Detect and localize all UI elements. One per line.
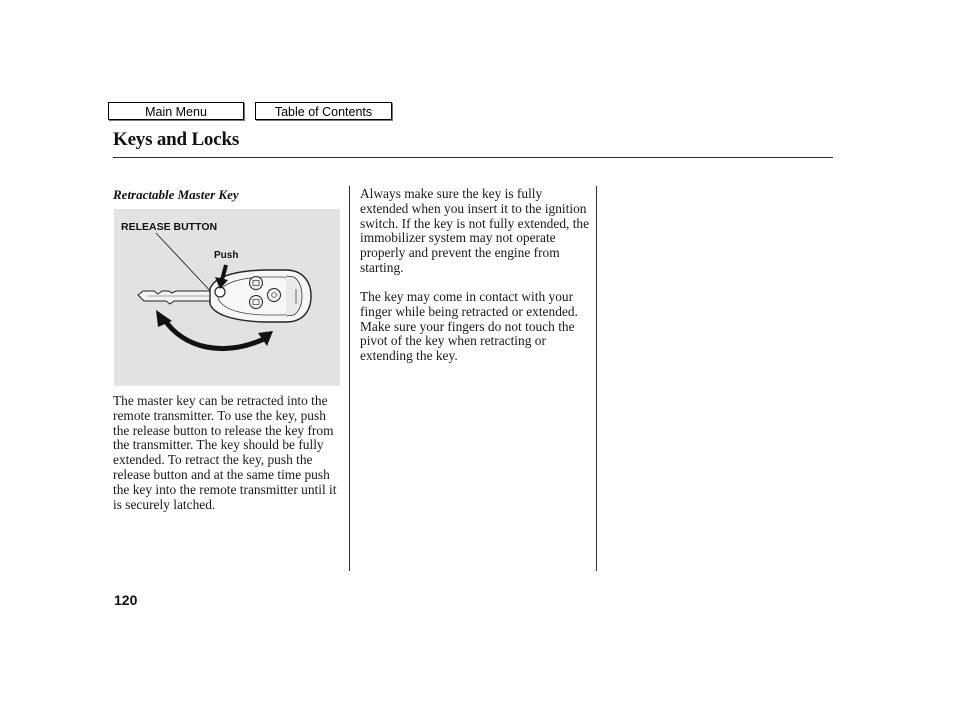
key-figure [114, 209, 340, 386]
retract-instructions-paragraph: The master key can be retracted into the remote transmitter. To use the key, push the release button to release the key from the transmitter. The key should be fully extended. To retract the key, push the release button and at the same time push the key into the remote transmitter until it is securely latched. [113, 393, 337, 512]
release-leader-line [156, 233, 214, 295]
key-blade [138, 291, 212, 304]
key-fob-icon [114, 209, 340, 386]
column-divider-right [596, 186, 597, 571]
release-button-label: RELEASE BUTTON [121, 221, 218, 233]
table-of-contents-button[interactable]: Table of Contents [255, 102, 392, 120]
finger-caution-paragraph: The key may come in contact with your finger while being retracted or extended. Make sure your fingers do not touch the pivot of the key when retracting or extending the key. [360, 289, 578, 364]
page-title: Keys and Locks [113, 129, 240, 150]
section-subheading: Retractable Master Key [113, 187, 239, 202]
trunk-button-graphic [268, 289, 281, 302]
push-label: Push [214, 250, 239, 261]
title-divider [113, 157, 833, 158]
ignition-warning-paragraph: Always make sure the key is fully extended when you insert it to the ignition switch. If the key is not fully extended, the immobilizer system may not operate properly and prevent the engine from starting. [360, 186, 590, 275]
lock-button-graphic [250, 277, 263, 290]
column-divider-left [349, 186, 350, 571]
unlock-button-graphic [250, 296, 263, 309]
page-number: 120 [114, 592, 138, 608]
main-menu-button[interactable]: Main Menu [108, 102, 244, 120]
